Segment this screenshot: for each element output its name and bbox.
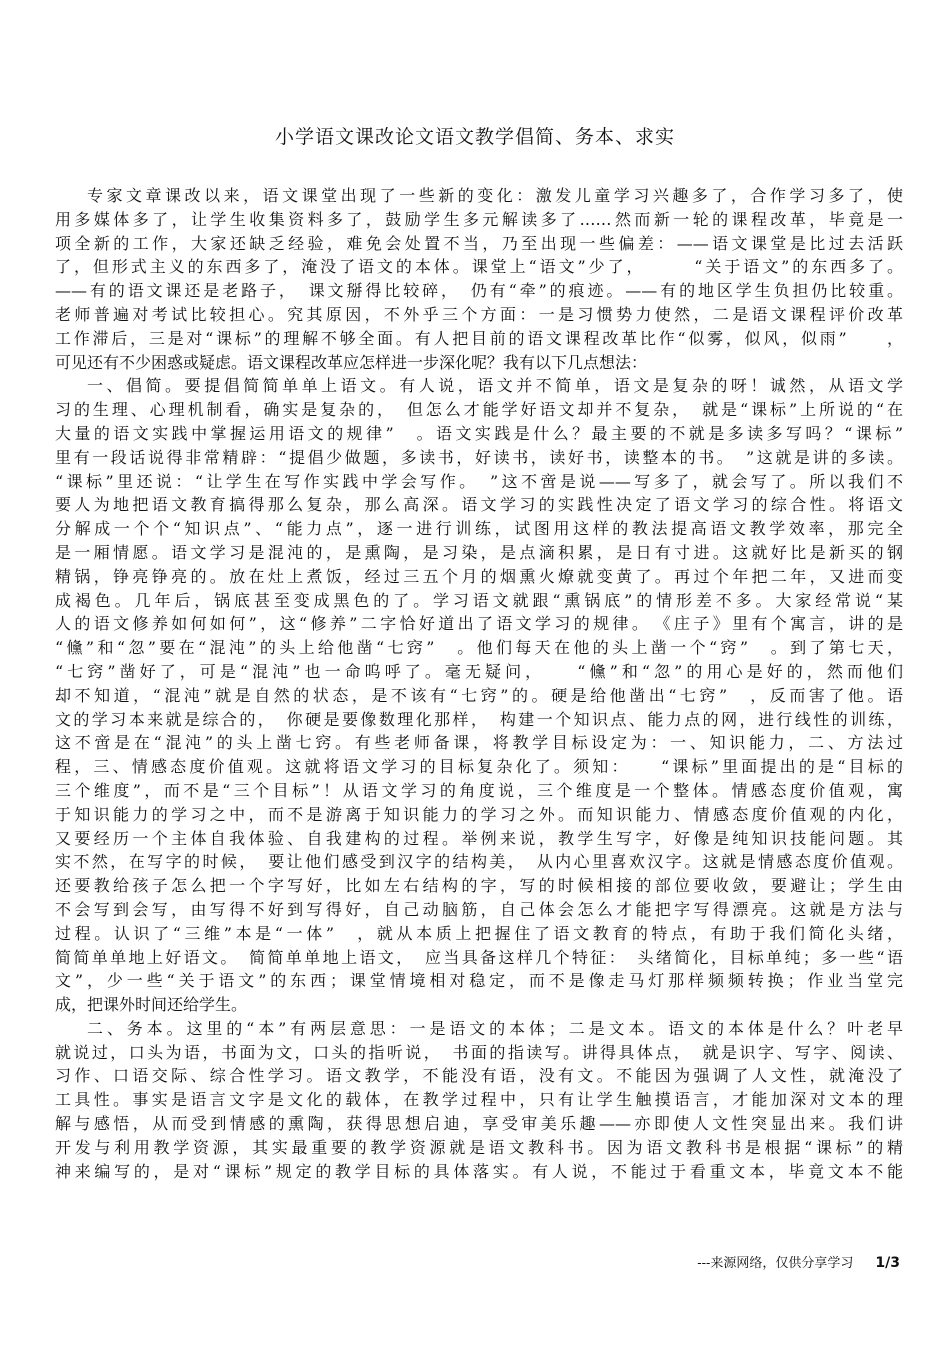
text-line: 可见还有不少困惑或疑虑。语文课程改革应怎样进一步深化呢？我有以下几点想法： <box>55 352 648 372</box>
text-line: 工具性。事实是语言文字是文化的载体，在教学过程中，只有让学生触摸语言，才能加深对文本的理 <box>55 1090 903 1110</box>
text-line: ——有的语文课还是老路子， 课文掰得比较碎， 仍有“牵”的痕迹。——有的地区学生负担仍比较重。 <box>55 281 903 301</box>
document-body <box>55 184 903 1183</box>
text-line: 程，三、情感态度价值观。这就将语文学习的目标复杂化了。须知： “课标”里面提出的是“目标的 <box>55 757 903 777</box>
text-line: 开发与利用教学资源，其实最重要的教学资源就是语文教科书。因为语文教科书是根据“课标”的精 <box>55 1137 903 1157</box>
text-line: 还要教给孩子怎么把一个字写好，比如左右结构的字，写的时候相接的部位要收敛，要避让；学生由 <box>55 876 903 896</box>
text-line: “儵”和“忽”要在“混沌”的头上给他凿“七窍” 。他们每天在他的头上凿一个“窍” 。到了第七天， <box>55 638 903 658</box>
document-title: 小学语文课改论文语文教学倡简、务本、求实 <box>274 126 675 148</box>
text-line: 二、务本。这里的“本”有两层意思：一是语文的本体；二是文本。语文的本体是什么？叶老早 <box>87 1018 903 1038</box>
page-number: 1/3 <box>875 1255 900 1271</box>
text-line: 神来编写的，是对“课标”规定的教学目标的具体落实。有人说，不能过于看重文本，毕竟文本不能 <box>55 1161 903 1181</box>
text-line: 习作、口语交际、综合性学习。语文教学，不能没有语，没有文。不能因为强调了人文性，就淹没了 <box>55 1066 903 1086</box>
text-line: 是一厢情愿。语文学习是混沌的，是熏陶，是习染，是点滴积累，是日有寸进。这就好比是新买的钢 <box>55 542 903 562</box>
text-line: 却不知道，“混沌”就是自然的状态，是不该有“七窍”的。硬是给他凿出“七窍” ，反而害了他。语 <box>55 685 903 705</box>
text-line: 习的生理、心理机制看，确实是复杂的， 但怎么才能学好语文却并不复杂， 就是“课标”上所说的“在 <box>55 400 903 420</box>
text-line: 实不然，在写字的时候， 要让他们感受到汉字的结构美， 从内心里喜欢汉字。这就是情感态度价值观。 <box>55 852 903 872</box>
text-line: 于知识能力的学习之中，而不是游离于知识能力的学习之外。而知识能力、情感态度价值观的内化， <box>55 804 903 824</box>
text-line: 文的学习本来就是综合的， 你硬是要像数理化那样， 构建一个知识点、能力点的网，进行线性的训练， <box>55 709 903 729</box>
text-line: 要人为地把语文教育搞得那么复杂，那么高深。语文学习的实践性决定了语文学习的综合性。将语文 <box>55 495 903 515</box>
text-line: 又要经历一个主体自我体验、自我建构的过程。举例来说，教学生写字，好像是纯知识技能问题。其 <box>55 828 903 848</box>
text-line: 分解成一个个“知识点”、“能力点”，逐一进行训练，试图用这样的教法提高语文教学效率，那完全 <box>55 519 903 539</box>
text-line: 成褐色。几年后，锅底甚至变成黑色的了。学习语文就跟“熏锅底”的情形差不多。大家经常说“某 <box>55 590 903 610</box>
text-line: 解与感悟，从而受到情感的熏陶，获得思想启迪，享受审美乐趣——亦即使人文性突显出来。我们讲 <box>55 1114 903 1134</box>
text-line: 不会写到会写，由写得不好到写得好，自己动脑筋，自己体会怎么才能把字写得漂亮。这就是方法与 <box>55 899 903 919</box>
text-line: “课标”里还说：“让学生在写作实践中学会写作。 ”这不啻是说——写多了，就会写了。所以我们不 <box>55 471 903 491</box>
source-note: ---来源网络，仅供分享学习 <box>697 1256 854 1271</box>
text-line: 用多媒体多了，让学生收集资料多了，鼓励学生多元解读多了……然而新一轮的课程改革，毕竟是一 <box>55 209 903 229</box>
text-line: 文”，少一些“关于语文”的东西；课堂情境相对稳定，而不是像走马灯那样频频转换；作业当堂完 <box>55 971 903 991</box>
text-line: “七窍”凿好了，可是“混沌”也一命呜呼了。毫无疑问， “儵”和“忽”的用心是好的，然而他们 <box>55 661 903 681</box>
text-line: 精锅，铮亮铮亮的。放在灶上煮饭，经过三五个月的烟熏火燎就变黄了。再过个年把二年，又进而变 <box>55 566 903 586</box>
text-line: 专家文章课改以来，语文课堂出现了一些新的变化：激发儿童学习兴趣多了，合作学习多了，使 <box>87 186 903 205</box>
text-line: 成，把课外时间还给学生。 <box>55 995 248 1015</box>
text-line: 人的语文修养如何如何”，这“修养”二字恰好道出了语文学习的规律。 《庄子》里有个寓言，讲的是 <box>55 614 903 634</box>
text-line: 老师普遍对考试比较担心。究其原因，不外乎三个方面：一是习惯势力使然，二是语文课程评价改革 <box>55 304 903 324</box>
page-footer <box>697 1252 900 1271</box>
text-line: 工作滞后，三是对“课标”的理解不够全面。有人把目前的语文课程改革比作“似雾，似风，似雨” ， <box>55 328 903 348</box>
text-line: 简简单单地上好语文。 简简单单地上语文， 应当具备这样几个特征： 头绪简化，目标单纯；多一些“语 <box>55 947 903 967</box>
text-line: 大量的语文实践中掌握运用语文的规律” 。语文实践是什么？最主要的不就是多读多写吗？“课标” <box>55 423 903 443</box>
text-line: 了，但形式主义的东西多了，淹没了语文的本体。课堂上“语文”少了， “关于语文”的东西多了。 <box>55 257 903 277</box>
text-line: 就说过，口头为语，书面为文，口头的指听说， 书面的指读写。讲得具体点， 就是识字、写字、阅读、 <box>55 1042 903 1062</box>
text-line: 项全新的工作，大家还缺乏经验，难免会处置不当，乃至出现一些偏差：——语文课堂是比过去活跃 <box>55 233 903 253</box>
text-line: 里有一段话说得非常精辟：“提倡少做题，多读书，好读书，读好书，读整本的书。 ”这就是讲的多读。 <box>55 447 903 467</box>
text-line: 过程。认识了“三维”本是“一体” ，就从本质上把握住了语文教育的特点，有助于我们简化头绪， <box>55 923 903 943</box>
text-line: 一、倡简。要提倡简简单单上语文。有人说，语文并不简单，语文是复杂的呀！诚然，从语文学 <box>87 376 903 396</box>
text-line: 三个维度”，而不是“三个目标”！从语文学习的角度说，三个维度是一个整体。情感态度价值观，寓 <box>55 780 903 800</box>
text-line: 这不啻是在“混沌”的头上凿七窍。有些老师备课，将教学目标设定为：一、知识能力，二、方法过 <box>55 733 903 753</box>
